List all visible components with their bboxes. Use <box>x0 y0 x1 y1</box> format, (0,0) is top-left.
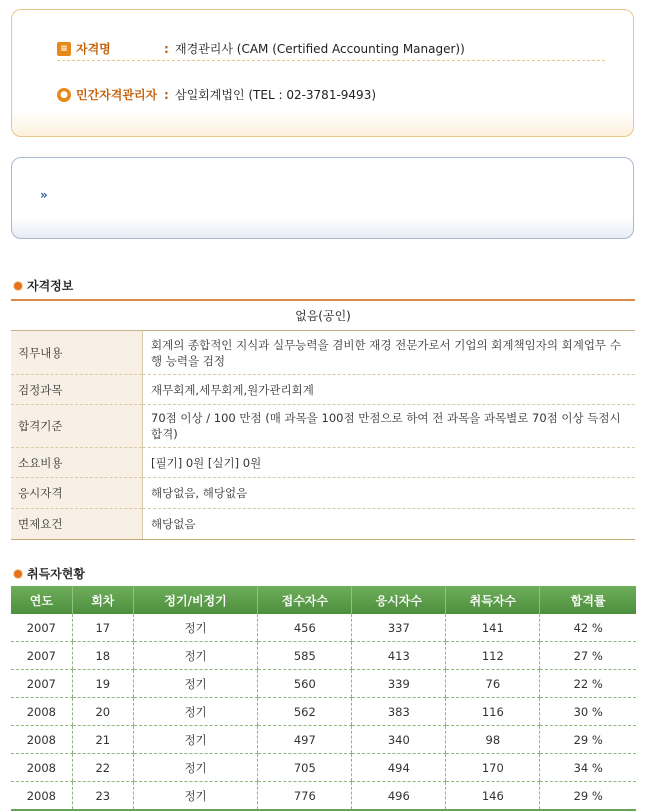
info-value: [필기] 0원 [실기] 0원 <box>143 448 636 478</box>
cert-admin-row <box>57 84 605 106</box>
cell-round: 19 <box>72 670 133 698</box>
info-key: 합격기준 <box>11 405 143 448</box>
cell-pass-rate: 22 % <box>540 670 636 698</box>
cert-admin-label: ● 민간자격관리자 <box>57 84 157 106</box>
cell-year: 2007 <box>11 642 72 670</box>
cell-applicants: 585 <box>258 642 352 670</box>
info-key: 직무내용 <box>11 331 143 375</box>
col-passers: 취득자수 <box>446 586 540 614</box>
bullet-icon <box>14 570 22 578</box>
info-header-cell: 없음(공인) <box>11 300 635 331</box>
cell-examinees: 383 <box>352 698 446 726</box>
info-section-title: 자격정보 <box>14 277 73 294</box>
table-row <box>11 726 636 754</box>
info-row <box>11 509 635 540</box>
cell-type: 정기 <box>133 782 257 811</box>
col-pass-rate: 합격률 <box>540 586 636 614</box>
document-icon: ≡ <box>57 42 71 56</box>
cell-round: 23 <box>72 782 133 811</box>
stats-header-row <box>11 586 636 614</box>
cell-year: 2008 <box>11 698 72 726</box>
table-row <box>11 670 636 698</box>
info-value: 해당없음 <box>143 509 636 540</box>
info-value: 재무회계,세무회계,원가관리회계 <box>143 375 636 405</box>
person-icon: ● <box>57 88 71 102</box>
cert-summary-box <box>11 9 634 137</box>
info-table-header <box>11 300 635 331</box>
cell-passers: 170 <box>446 754 540 782</box>
stats-section-title: 취득자현황 <box>14 565 85 582</box>
cell-examinees: 413 <box>352 642 446 670</box>
cell-examinees: 337 <box>352 614 446 642</box>
cell-pass-rate: 29 % <box>540 726 636 754</box>
cert-name-row <box>57 38 605 61</box>
col-year: 연도 <box>11 586 72 614</box>
info-row <box>11 405 635 448</box>
cert-name-colon: : <box>164 42 169 56</box>
info-key: 면제요건 <box>11 509 143 540</box>
cell-applicants: 705 <box>258 754 352 782</box>
col-round: 회차 <box>72 586 133 614</box>
cell-pass-rate: 27 % <box>540 642 636 670</box>
bullet-icon <box>14 282 22 290</box>
info-value: 회계의 종합적인 지식과 실무능력을 겸비한 재경 전문가로서 기업의 회계책임자의 회계업무 수행 능력을 검정 <box>143 331 636 375</box>
notice-box <box>11 157 634 239</box>
info-key: 응시자격 <box>11 478 143 509</box>
cell-examinees: 496 <box>352 782 446 811</box>
col-applicants: 접수자수 <box>258 586 352 614</box>
cell-applicants: 456 <box>258 614 352 642</box>
table-row <box>11 698 636 726</box>
cert-name-value: 재경관리사 (CAM (Certified Accounting Manager)) <box>175 42 465 56</box>
cell-year: 2008 <box>11 782 72 811</box>
cell-round: 17 <box>72 614 133 642</box>
col-examinees: 응시자수 <box>352 586 446 614</box>
cell-type: 정기 <box>133 698 257 726</box>
info-key: 소요비용 <box>11 448 143 478</box>
cell-round: 18 <box>72 642 133 670</box>
cell-type: 정기 <box>133 726 257 754</box>
table-row <box>11 754 636 782</box>
cell-passers: 116 <box>446 698 540 726</box>
cell-pass-rate: 29 % <box>540 782 636 811</box>
table-row <box>11 614 636 642</box>
cell-round: 22 <box>72 754 133 782</box>
cell-applicants: 562 <box>258 698 352 726</box>
cell-type: 정기 <box>133 754 257 782</box>
cert-admin-value: 삼일회계법인 (TEL : 02-3781-9493) <box>175 88 377 102</box>
cell-year: 2008 <box>11 754 72 782</box>
info-value: 70점 이상 / 100 만점 (매 과목을 100점 만점으로 하여 전 과목을 과목별로 70점 이상 득점시 합격) <box>143 405 636 448</box>
info-key: 검정과목 <box>11 375 143 405</box>
cell-year: 2007 <box>11 670 72 698</box>
cell-type: 정기 <box>133 642 257 670</box>
cell-passers: 76 <box>446 670 540 698</box>
cert-name-label: ≡ 자격명 <box>57 38 111 60</box>
cell-passers: 141 <box>446 614 540 642</box>
table-row <box>11 642 636 670</box>
cell-examinees: 340 <box>352 726 446 754</box>
cell-applicants: 776 <box>258 782 352 811</box>
cell-round: 21 <box>72 726 133 754</box>
cert-admin-colon: : <box>164 88 169 102</box>
cell-applicants: 497 <box>258 726 352 754</box>
cell-examinees: 494 <box>352 754 446 782</box>
info-table <box>11 299 635 540</box>
cell-round: 20 <box>72 698 133 726</box>
info-row <box>11 375 635 405</box>
cell-year: 2008 <box>11 726 72 754</box>
cell-pass-rate: 30 % <box>540 698 636 726</box>
info-row <box>11 478 635 509</box>
col-type: 정기/비정기 <box>133 586 257 614</box>
cell-type: 정기 <box>133 614 257 642</box>
cell-pass-rate: 34 % <box>540 754 636 782</box>
cell-passers: 146 <box>446 782 540 811</box>
cell-passers: 98 <box>446 726 540 754</box>
cell-applicants: 560 <box>258 670 352 698</box>
cell-type: 정기 <box>133 670 257 698</box>
table-row <box>11 782 636 811</box>
cell-examinees: 339 <box>352 670 446 698</box>
stats-table <box>11 586 636 811</box>
info-row <box>11 448 635 478</box>
cell-pass-rate: 42 % <box>540 614 636 642</box>
double-arrow-icon: » <box>40 188 48 202</box>
cell-passers: 112 <box>446 642 540 670</box>
info-value: 해당없음, 해당없음 <box>143 478 636 509</box>
cell-year: 2007 <box>11 614 72 642</box>
info-row <box>11 331 635 375</box>
